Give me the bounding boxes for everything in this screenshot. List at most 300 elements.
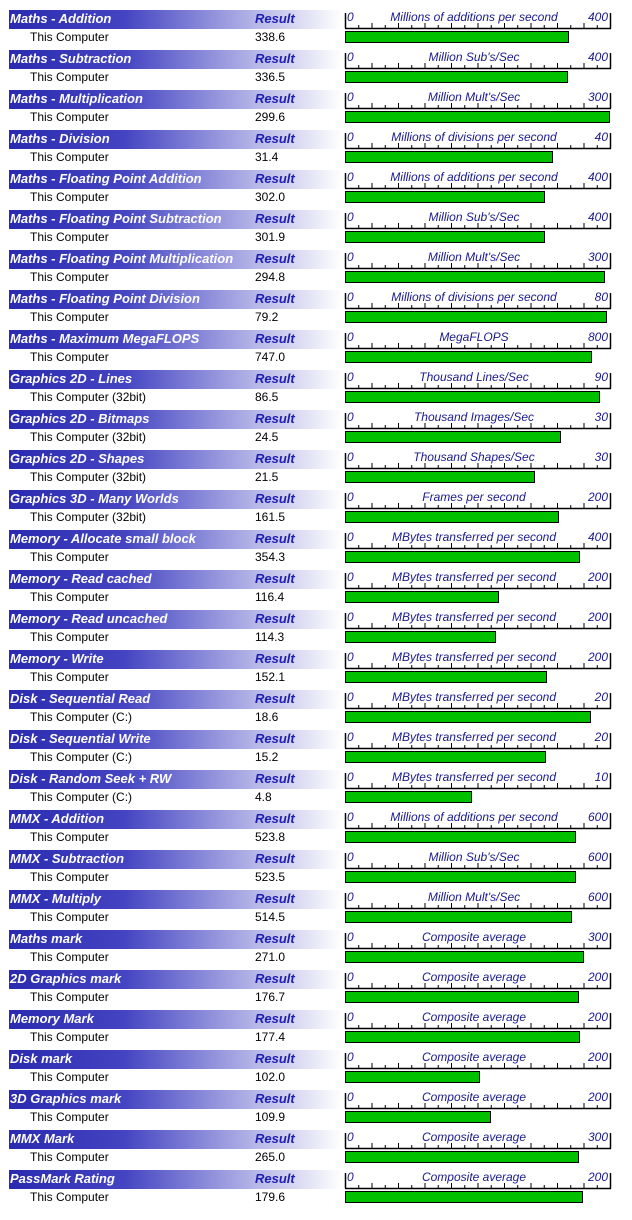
- scale-unit-label: Million Mult's/Sec: [427, 90, 521, 104]
- scale-unit-label: Composite average: [421, 1130, 527, 1144]
- scale-axis: [344, 1090, 612, 1110]
- result-column-label: Result: [255, 1131, 295, 1146]
- benchmark-row: [0, 290, 632, 330]
- scale-unit-label: MBytes transferred per second: [391, 690, 557, 704]
- result-value: 265.0: [255, 1150, 286, 1164]
- result-column-label: Result: [255, 971, 295, 986]
- scale-max-label: 200: [587, 490, 608, 504]
- scale-min-label: 0: [347, 890, 354, 904]
- computer-label: This Computer: [30, 670, 109, 684]
- scale-min-label: 0: [347, 130, 354, 144]
- result-value: 299.6: [255, 110, 286, 124]
- test-header-band: [9, 90, 342, 109]
- scale-axis: [344, 10, 612, 30]
- result-column-label: Result: [255, 371, 295, 386]
- result-column-label: Result: [255, 1091, 295, 1106]
- test-header-band: [9, 810, 342, 829]
- scale-unit-label: Million Mult's/Sec: [427, 250, 521, 264]
- test-header-band: [9, 730, 342, 749]
- result-column-label: Result: [255, 411, 295, 426]
- test-title: 3D Graphics mark: [10, 1091, 122, 1106]
- test-title: Maths - Subtraction: [10, 51, 132, 66]
- scale-unit-label: MBytes transferred per second: [391, 610, 557, 624]
- scale-unit-label: Million Sub's/Sec: [428, 210, 520, 224]
- result-bar: [345, 311, 607, 323]
- test-title: PassMark Rating: [10, 1171, 115, 1186]
- result-column-label: Result: [255, 451, 295, 466]
- scale-unit-label: Composite average: [421, 930, 527, 944]
- scale-axis: [344, 770, 612, 790]
- scale-max-label: 400: [587, 10, 608, 24]
- benchmark-row: [0, 90, 632, 130]
- scale-axis: [344, 530, 612, 550]
- test-title: Maths - Division: [10, 131, 110, 146]
- result-bar: [345, 911, 572, 923]
- scale-min-label: 0: [347, 370, 354, 384]
- test-title: MMX - Addition: [10, 811, 105, 826]
- scale-min-label: 0: [347, 210, 354, 224]
- scale-axis: [344, 650, 612, 670]
- result-value: 514.5: [255, 910, 286, 924]
- scale-max-label: 200: [587, 650, 608, 664]
- test-title: MMX Mark: [10, 1131, 75, 1146]
- test-title: Memory - Write: [10, 651, 104, 666]
- scale-max-label: 400: [587, 530, 608, 544]
- result-column-label: Result: [255, 131, 295, 146]
- result-column-label: Result: [255, 491, 295, 506]
- scale-axis: [344, 730, 612, 750]
- benchmark-row: [0, 730, 632, 770]
- computer-label: This Computer (32bit): [30, 430, 147, 444]
- result-value: 294.8: [255, 270, 286, 284]
- computer-label: This Computer: [30, 830, 109, 844]
- scale-axis: [344, 1050, 612, 1070]
- result-bar: [345, 271, 605, 283]
- result-value: 271.0: [255, 950, 286, 964]
- scale-min-label: 0: [347, 90, 354, 104]
- benchmark-row: [0, 450, 632, 490]
- computer-label: This Computer: [30, 910, 109, 924]
- result-value: 116.4: [255, 590, 285, 604]
- result-value: 354.3: [255, 550, 286, 564]
- scale-min-label: 0: [347, 10, 354, 24]
- computer-label: This Computer: [30, 110, 109, 124]
- scale-axis: [344, 410, 612, 430]
- scale-axis: [344, 1130, 612, 1150]
- result-value: 24.5: [255, 430, 279, 444]
- result-bar: [345, 1111, 491, 1123]
- scale-min-label: 0: [347, 530, 354, 544]
- test-title: Disk - Sequential Read: [10, 691, 151, 706]
- test-header-band: [9, 930, 342, 949]
- result-value: 161.5: [255, 510, 286, 524]
- result-bar: [345, 351, 592, 363]
- scale-min-label: 0: [347, 170, 354, 184]
- benchmark-row: [0, 170, 632, 210]
- test-title: Disk - Sequential Write: [10, 731, 151, 746]
- result-column-label: Result: [255, 771, 295, 786]
- test-header-band: [9, 1130, 342, 1149]
- scale-max-label: 300: [587, 250, 608, 264]
- scale-unit-label: Composite average: [421, 1170, 527, 1184]
- computer-label: This Computer: [30, 1070, 109, 1084]
- result-value: 336.5: [255, 70, 286, 84]
- benchmark-row: [0, 970, 632, 1010]
- computer-label: This Computer: [30, 1030, 109, 1044]
- benchmark-row: [0, 250, 632, 290]
- result-column-label: Result: [255, 1171, 295, 1186]
- scale-max-label: 200: [587, 1010, 608, 1024]
- result-value: 21.5: [255, 470, 279, 484]
- scale-unit-label: Composite average: [421, 970, 527, 984]
- scale-unit-label: MegaFLOPS: [439, 330, 509, 344]
- result-value: 79.2: [255, 310, 279, 324]
- scale-unit-label: Millions of additions per second: [390, 170, 558, 184]
- result-column-label: Result: [255, 811, 295, 826]
- result-column-label: Result: [255, 211, 295, 226]
- scale-max-label: 40: [594, 130, 608, 144]
- benchmark-row: [0, 50, 632, 90]
- benchmark-row: [0, 490, 632, 530]
- test-title: Maths - Floating Point Addition: [10, 171, 202, 186]
- test-header-band: [9, 410, 342, 429]
- test-header-band: [9, 170, 342, 189]
- scale-axis: [344, 610, 612, 630]
- scale-min-label: 0: [347, 330, 354, 344]
- benchmark-row: [0, 610, 632, 650]
- test-title: Maths - Floating Point Division: [10, 291, 200, 306]
- result-column-label: Result: [255, 171, 295, 186]
- scale-max-label: 600: [587, 850, 608, 864]
- scale-unit-label: Millions of divisions per second: [391, 130, 557, 144]
- test-title: Maths - Maximum MegaFLOPS: [10, 331, 200, 346]
- scale-unit-label: Composite average: [421, 1090, 527, 1104]
- benchmark-row: [0, 690, 632, 730]
- test-header-band: [9, 490, 342, 509]
- result-bar: [345, 111, 610, 123]
- scale-unit-label: Millions of additions per second: [390, 810, 558, 824]
- result-bar: [345, 431, 561, 443]
- result-bar: [345, 951, 584, 963]
- scale-axis: [344, 490, 612, 510]
- result-bar: [345, 751, 546, 763]
- scale-min-label: 0: [347, 1090, 354, 1104]
- benchmark-row: [0, 930, 632, 970]
- test-title: Disk - Random Seek + RW: [10, 771, 172, 786]
- benchmark-row: [0, 1130, 632, 1170]
- benchmark-row: [0, 10, 632, 50]
- scale-min-label: 0: [347, 1050, 354, 1064]
- test-title: Memory - Read uncached: [10, 611, 168, 626]
- result-column-label: Result: [255, 1011, 295, 1026]
- scale-unit-label: MBytes transferred per second: [391, 770, 557, 784]
- scale-max-label: 200: [587, 610, 608, 624]
- scale-axis: [344, 290, 612, 310]
- computer-label: This Computer: [30, 350, 109, 364]
- benchmark-row: [0, 330, 632, 370]
- result-bar: [345, 231, 545, 243]
- benchmark-row: [0, 1050, 632, 1090]
- result-column-label: Result: [255, 51, 295, 66]
- result-column-label: Result: [255, 251, 295, 266]
- scale-unit-label: Thousand Images/Sec: [413, 410, 535, 424]
- test-title: Disk mark: [10, 1051, 73, 1066]
- result-value: 176.7: [255, 990, 286, 1004]
- computer-label: This Computer: [30, 150, 109, 164]
- scale-unit-label: Composite average: [421, 1010, 527, 1024]
- computer-label: This Computer: [30, 950, 109, 964]
- result-bar: [345, 1151, 579, 1163]
- result-bar: [345, 551, 580, 563]
- result-column-label: Result: [255, 331, 295, 346]
- scale-unit-label: Million Mult's/Sec: [427, 890, 521, 904]
- scale-min-label: 0: [347, 970, 354, 984]
- scale-unit-label: Composite average: [421, 1050, 527, 1064]
- scale-max-label: 200: [587, 1050, 608, 1064]
- test-header-band: [9, 10, 342, 29]
- result-column-label: Result: [255, 1051, 295, 1066]
- test-header-band: [9, 1170, 342, 1189]
- scale-unit-label: Million Sub's/Sec: [428, 850, 520, 864]
- scale-min-label: 0: [347, 1010, 354, 1024]
- test-title: Maths mark: [10, 931, 83, 946]
- computer-label: This Computer: [30, 1110, 109, 1124]
- scale-max-label: 600: [587, 810, 608, 824]
- test-header-band: [9, 370, 342, 389]
- test-header-band: [9, 250, 342, 269]
- result-column-label: Result: [255, 531, 295, 546]
- computer-label: This Computer: [30, 230, 109, 244]
- scale-axis: [344, 170, 612, 190]
- scale-unit-label: Million Sub's/Sec: [428, 50, 520, 64]
- result-value: 152.1: [255, 670, 286, 684]
- result-value: 86.5: [255, 390, 279, 404]
- scale-axis: [344, 1010, 612, 1030]
- test-header-band: [9, 50, 342, 69]
- scale-unit-label: Thousand Lines/Sec: [419, 370, 529, 384]
- scale-min-label: 0: [347, 930, 354, 944]
- test-title: MMX - Subtraction: [10, 851, 125, 866]
- result-column-label: Result: [255, 651, 295, 666]
- result-column-label: Result: [255, 931, 295, 946]
- test-header-band: [9, 850, 342, 869]
- result-column-label: Result: [255, 571, 295, 586]
- scale-max-label: 300: [587, 90, 608, 104]
- result-bar: [345, 671, 547, 683]
- scale-min-label: 0: [347, 250, 354, 264]
- test-header-band: [9, 970, 342, 989]
- computer-label: This Computer (32bit): [30, 470, 147, 484]
- result-value: 301.9: [255, 230, 286, 244]
- result-column-label: Result: [255, 731, 295, 746]
- scale-min-label: 0: [347, 410, 354, 424]
- computer-label: This Computer: [30, 310, 109, 324]
- benchmark-row: [0, 530, 632, 570]
- test-title: Graphics 2D - Lines: [10, 371, 133, 386]
- test-header-band: [9, 890, 342, 909]
- result-bar: [345, 631, 496, 643]
- test-header-band: [9, 530, 342, 549]
- scale-max-label: 400: [587, 50, 608, 64]
- test-header-band: [9, 130, 342, 149]
- benchmark-row: [0, 650, 632, 690]
- scale-min-label: 0: [347, 490, 354, 504]
- result-bar: [345, 711, 591, 723]
- test-title: Memory - Read cached: [10, 571, 152, 586]
- result-bar: [345, 1071, 480, 1083]
- computer-label: This Computer: [30, 630, 109, 644]
- scale-unit-label: Millions of divisions per second: [391, 290, 557, 304]
- scale-unit-label: MBytes transferred per second: [391, 730, 557, 744]
- scale-axis: [344, 850, 612, 870]
- scale-axis: [344, 330, 612, 350]
- scale-min-label: 0: [347, 290, 354, 304]
- result-value: 338.6: [255, 30, 286, 44]
- test-title: Memory Mark: [10, 1011, 94, 1026]
- scale-max-label: 600: [587, 890, 608, 904]
- scale-max-label: 200: [587, 570, 608, 584]
- scale-max-label: 20: [594, 690, 608, 704]
- test-title: Graphics 2D - Shapes: [10, 451, 145, 466]
- benchmark-row: [0, 410, 632, 450]
- scale-min-label: 0: [347, 690, 354, 704]
- scale-axis: [344, 1170, 612, 1190]
- benchmark-row: [0, 850, 632, 890]
- result-value: 102.0: [255, 1070, 286, 1084]
- scale-axis: [344, 250, 612, 270]
- benchmark-results-chart: [0, 10, 632, 1210]
- result-bar: [345, 871, 576, 883]
- benchmark-row: [0, 1170, 632, 1210]
- test-title: MMX - Multiply: [10, 891, 101, 906]
- result-value: 18.6: [255, 710, 279, 724]
- test-header-band: [9, 330, 342, 349]
- computer-label: This Computer: [30, 1150, 109, 1164]
- scale-min-label: 0: [347, 50, 354, 64]
- scale-unit-label: MBytes transferred per second: [391, 650, 557, 664]
- benchmark-row: [0, 810, 632, 850]
- test-header-band: [9, 290, 342, 309]
- test-header-band: [9, 1010, 342, 1029]
- scale-axis: [344, 930, 612, 950]
- computer-label: This Computer: [30, 70, 109, 84]
- scale-min-label: 0: [347, 450, 354, 464]
- scale-unit-label: MBytes transferred per second: [391, 570, 557, 584]
- scale-min-label: 0: [347, 610, 354, 624]
- result-bar: [345, 1191, 583, 1203]
- test-header-band: [9, 690, 342, 709]
- computer-label: This Computer: [30, 990, 109, 1004]
- scale-max-label: 90: [594, 370, 608, 384]
- result-value: 4.8: [255, 790, 272, 804]
- scale-unit-label: MBytes transferred per second: [391, 530, 557, 544]
- result-value: 177.4: [255, 1030, 286, 1044]
- result-value: 15.2: [255, 750, 279, 764]
- scale-min-label: 0: [347, 770, 354, 784]
- result-value: 31.4: [255, 150, 279, 164]
- scale-max-label: 200: [587, 1170, 608, 1184]
- benchmark-row: [0, 770, 632, 810]
- result-bar: [345, 831, 576, 843]
- scale-axis: [344, 450, 612, 470]
- scale-max-label: 30: [594, 410, 608, 424]
- result-bar: [345, 71, 568, 83]
- scale-max-label: 200: [587, 970, 608, 984]
- result-value: 523.5: [255, 870, 286, 884]
- scale-axis: [344, 50, 612, 70]
- test-header-band: [9, 650, 342, 669]
- test-title: Maths - Floating Point Multiplication: [10, 251, 234, 266]
- result-value: 109.9: [255, 1110, 286, 1124]
- result-column-label: Result: [255, 851, 295, 866]
- scale-min-label: 0: [347, 570, 354, 584]
- result-column-label: Result: [255, 11, 295, 26]
- computer-label: This Computer (32bit): [30, 390, 147, 404]
- computer-label: This Computer: [30, 270, 109, 284]
- scale-max-label: 80: [594, 290, 608, 304]
- result-bar: [345, 791, 472, 803]
- scale-max-label: 300: [587, 930, 608, 944]
- scale-axis: [344, 90, 612, 110]
- computer-label: This Computer (32bit): [30, 510, 147, 524]
- result-column-label: Result: [255, 691, 295, 706]
- scale-min-label: 0: [347, 730, 354, 744]
- result-column-label: Result: [255, 891, 295, 906]
- scale-axis: [344, 210, 612, 230]
- benchmark-row: [0, 1090, 632, 1130]
- result-bar: [345, 191, 545, 203]
- result-column-label: Result: [255, 611, 295, 626]
- scale-max-label: 10: [594, 770, 608, 784]
- test-header-band: [9, 770, 342, 789]
- benchmark-row: [0, 1010, 632, 1050]
- result-bar: [345, 31, 569, 43]
- scale-max-label: 400: [587, 170, 608, 184]
- result-bar: [345, 591, 499, 603]
- scale-min-label: 0: [347, 850, 354, 864]
- test-title: Maths - Addition: [10, 11, 112, 26]
- test-title: Maths - Floating Point Subtraction: [10, 211, 222, 226]
- result-bar: [345, 151, 553, 163]
- scale-axis: [344, 370, 612, 390]
- result-value: 747.0: [255, 350, 286, 364]
- benchmark-row: [0, 570, 632, 610]
- scale-axis: [344, 690, 612, 710]
- test-header-band: [9, 1050, 342, 1069]
- result-bar: [345, 991, 579, 1003]
- scale-unit-label: Thousand Shapes/Sec: [413, 450, 535, 464]
- result-column-label: Result: [255, 91, 295, 106]
- test-header-band: [9, 1090, 342, 1109]
- scale-min-label: 0: [347, 650, 354, 664]
- scale-max-label: 400: [587, 210, 608, 224]
- benchmark-row: [0, 890, 632, 930]
- scale-unit-label: Frames per second: [422, 490, 526, 504]
- scale-axis: [344, 970, 612, 990]
- scale-max-label: 300: [587, 1130, 608, 1144]
- benchmark-row: [0, 210, 632, 250]
- scale-axis: [344, 130, 612, 150]
- test-title: Graphics 3D - Many Worlds: [10, 491, 179, 506]
- test-title: Graphics 2D - Bitmaps: [10, 411, 150, 426]
- test-title: 2D Graphics mark: [10, 971, 122, 986]
- benchmark-row: [0, 370, 632, 410]
- test-header-band: [9, 210, 342, 229]
- benchmark-row: [0, 130, 632, 170]
- result-column-label: Result: [255, 291, 295, 306]
- computer-label: This Computer (C:): [30, 710, 133, 724]
- computer-label: This Computer (C:): [30, 750, 133, 764]
